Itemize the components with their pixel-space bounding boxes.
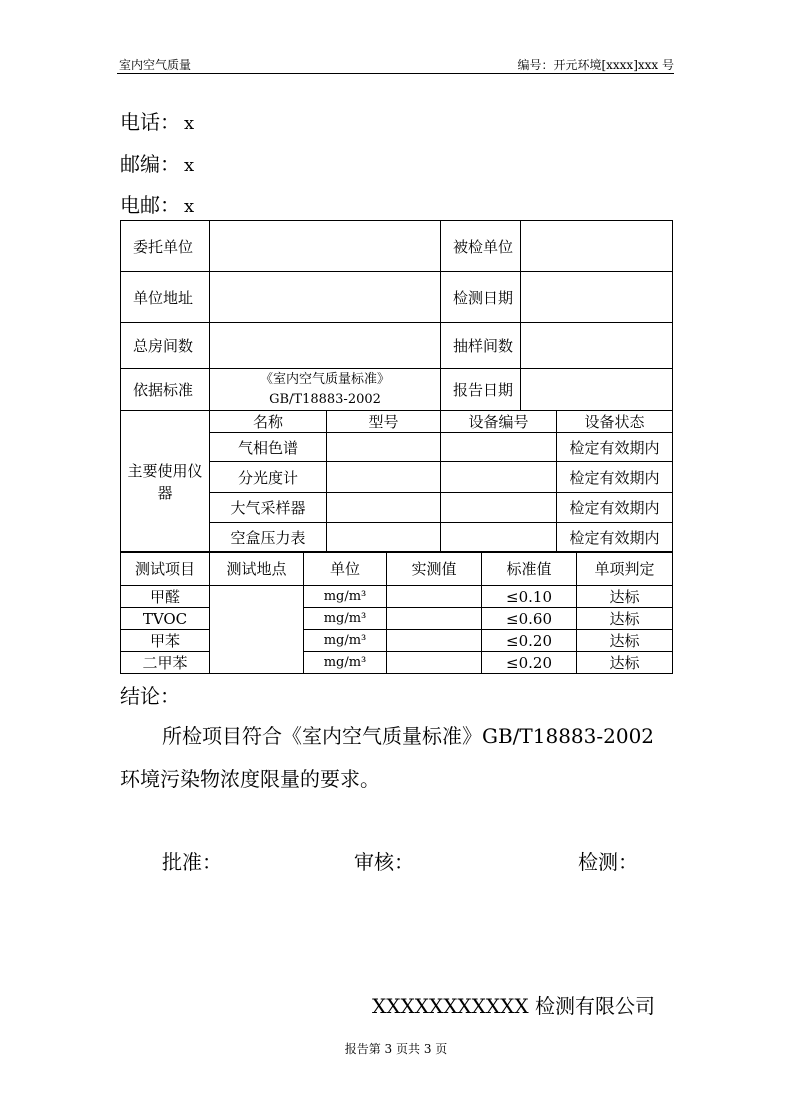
report-date-label: 报告日期	[441, 369, 521, 411]
result-standard: ≤0.20	[482, 630, 577, 652]
inspected-label: 被检单位	[441, 221, 521, 272]
instrument-header-row	[121, 411, 673, 433]
results-row	[121, 586, 673, 608]
contact-postcode-value: x	[184, 155, 195, 176]
contact-phone-value: x	[184, 113, 195, 134]
instrument-id	[441, 462, 557, 493]
results-row	[121, 652, 673, 674]
instrument-status: 检定有效期内	[557, 523, 673, 553]
instrument-header-id: 设备编号	[441, 411, 557, 433]
instrument-header-name: 名称	[210, 411, 327, 433]
result-standard: ≤0.20	[482, 652, 577, 674]
instrument-id	[441, 523, 557, 553]
address-label: 单位地址	[121, 272, 210, 323]
results-header-row	[121, 552, 673, 586]
contact-email	[120, 189, 194, 218]
instrument-id	[441, 433, 557, 462]
result-measured	[387, 630, 482, 652]
contact-phone-label: 电话：	[120, 110, 180, 134]
instrument-name: 大气采样器	[210, 493, 327, 523]
info-row-basis	[121, 369, 673, 411]
instrument-status: 检定有效期内	[557, 493, 673, 523]
instrument-status: 检定有效期内	[557, 433, 673, 462]
contact-postcode-label: 邮编：	[120, 152, 180, 176]
result-standard: ≤0.10	[482, 586, 577, 608]
signature-approve: 批准：	[162, 850, 222, 874]
result-measured	[387, 652, 482, 674]
instrument-name: 分光度计	[210, 462, 327, 493]
result-judgment: 达标	[577, 652, 673, 674]
contact-postcode	[120, 148, 194, 177]
report-date-value	[521, 369, 673, 411]
basis-label: 依据标准	[121, 369, 210, 411]
instrument-header-status: 设备状态	[557, 411, 673, 433]
results-table	[120, 551, 673, 674]
results-header-judgment: 单项判定	[577, 552, 673, 586]
basis-standard-code: GB/T18883-2002	[269, 391, 381, 407]
contact-email-value: x	[184, 196, 195, 217]
rooms-value	[210, 323, 441, 369]
client-label: 委托单位	[121, 221, 210, 272]
test-date-value	[521, 272, 673, 323]
instrument-header-model: 型号	[327, 411, 441, 433]
result-unit: mg/m³	[304, 630, 387, 652]
conclusion-line-1: 所检项目符合《室内空气质量标准》GB/T18883-2002	[162, 724, 655, 748]
result-unit: mg/m³	[304, 652, 387, 674]
sample-label: 抽样间数	[441, 323, 521, 369]
results-row	[121, 608, 673, 630]
signature-test: 检测：	[578, 850, 638, 874]
result-measured	[387, 608, 482, 630]
company-name: XXXXXXXXXXX 检测有限公司	[372, 994, 655, 1018]
results-header-item: 测试项目	[121, 552, 210, 586]
address-value	[210, 272, 441, 323]
results-header-standard: 标准值	[482, 552, 577, 586]
contact-email-label: 电邮：	[120, 193, 180, 217]
results-row	[121, 630, 673, 652]
result-location	[210, 586, 304, 674]
header-title: 室内空气质量	[119, 58, 192, 72]
instrument-name: 空盒压力表	[210, 523, 327, 553]
info-row-rooms	[121, 323, 673, 369]
conclusion-line-2: 环境污染物浓度限量的要求。	[120, 767, 380, 791]
instruments-label: 主要使用仪器	[121, 411, 210, 553]
contact-phone	[120, 106, 194, 135]
rooms-label: 总房间数	[121, 323, 210, 369]
result-standard: ≤0.60	[482, 608, 577, 630]
results-header-location: 测试地点	[210, 552, 304, 586]
result-unit: mg/m³	[304, 586, 387, 608]
result-judgment: 达标	[577, 608, 673, 630]
instrument-status: 检定有效期内	[557, 462, 673, 493]
info-row-address	[121, 272, 673, 323]
test-date-label: 检测日期	[441, 272, 521, 323]
results-header-unit: 单位	[304, 552, 387, 586]
instrument-id	[441, 493, 557, 523]
client-value	[210, 221, 441, 272]
basis-value	[210, 369, 441, 411]
conclusion-title: 结论：	[120, 684, 180, 708]
basis-standard-name: 《室内空气质量标准》	[259, 371, 390, 387]
page-footer: 报告第 3 页共 3 页	[344, 1042, 448, 1056]
result-measured	[387, 586, 482, 608]
instrument-model	[327, 493, 441, 523]
info-table	[120, 220, 673, 553]
instrument-model	[327, 433, 441, 462]
result-item: 甲醛	[121, 586, 210, 608]
result-item: 甲苯	[121, 630, 210, 652]
result-judgment: 达标	[577, 630, 673, 652]
info-row-client	[121, 221, 673, 272]
header-report-number: 编号：开元环境[xxxx]xxx 号	[517, 58, 674, 72]
result-unit: mg/m³	[304, 608, 387, 630]
instrument-model	[327, 523, 441, 553]
instrument-name: 气相色谱	[210, 433, 327, 462]
result-item: TVOC	[121, 608, 210, 630]
sample-value	[521, 323, 673, 369]
results-header-measured: 实测值	[387, 552, 482, 586]
inspected-value	[521, 221, 673, 272]
result-judgment: 达标	[577, 586, 673, 608]
result-item: 二甲苯	[121, 652, 210, 674]
header-divider	[117, 73, 674, 74]
signature-review: 审核：	[354, 850, 414, 874]
instrument-model	[327, 462, 441, 493]
